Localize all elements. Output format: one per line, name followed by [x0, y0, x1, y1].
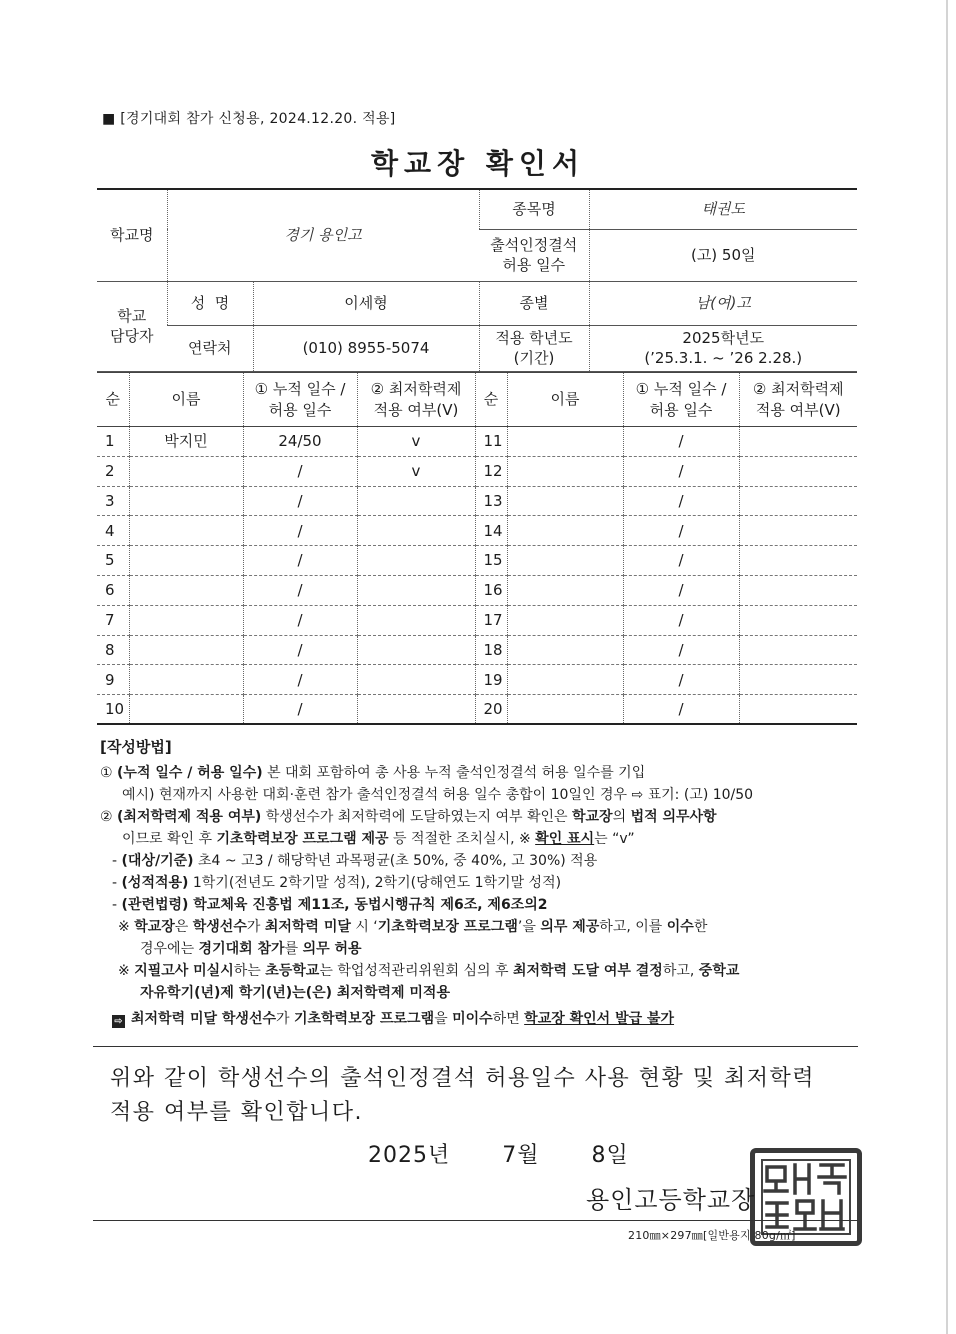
row-no: 1: [97, 427, 129, 457]
row-days: /: [243, 635, 357, 665]
text: 가: [276, 1011, 294, 1027]
row-no: 13: [475, 486, 507, 516]
row-name: [129, 486, 243, 516]
row-no: 18: [475, 635, 507, 665]
table-row: [97, 665, 857, 695]
row-name: [507, 456, 623, 486]
text: 는 학업성적관리위원회 심의 후: [319, 963, 513, 979]
row-days: /: [243, 605, 357, 635]
text: 시 ‘: [350, 919, 378, 935]
row-name: [507, 665, 623, 695]
method-line-3: [100, 806, 860, 828]
row-check: [739, 575, 857, 605]
header-days-line1: ① 누적 일수 /: [254, 380, 346, 399]
contact-value: (010) 8955-5074: [253, 325, 479, 371]
table-row: [97, 546, 857, 576]
roster-table: [97, 372, 857, 725]
school-year-value: [589, 325, 857, 371]
manager-label-line1: 학교: [117, 306, 147, 325]
row-days: /: [243, 575, 357, 605]
event-value: 태권도: [589, 189, 857, 229]
row-name: [507, 605, 623, 635]
row-no: 20: [475, 695, 507, 725]
row-days: /: [623, 575, 739, 605]
school-year-label: [479, 325, 589, 371]
header-days-line1: ① 누적 일수 /: [635, 380, 727, 399]
writing-method: [100, 736, 860, 1030]
header-min-line1: ② 최저학력제: [370, 380, 462, 399]
row-name: [129, 516, 243, 546]
text: 최저학력 미달 학생선수: [131, 1011, 276, 1027]
row-check: [739, 665, 857, 695]
header-name: 이름: [507, 373, 623, 427]
text: 을: [434, 1011, 453, 1027]
text: 지필고사 미실시: [134, 963, 234, 979]
row-check: [357, 635, 475, 665]
row-days: /: [623, 516, 739, 546]
row-check: [357, 546, 475, 576]
header-min-line2: 적용 여부(V): [373, 400, 459, 419]
allowed-days-value: (고) 50일: [589, 229, 857, 281]
divider: [93, 1046, 858, 1047]
row-days: /: [243, 486, 357, 516]
row-no: 9: [97, 665, 129, 695]
confirmation-line-1: 위와 같이 학생선수의 출석인정결석 허용일수 사용 현황 및 최저학력: [110, 1066, 816, 1091]
header-days: [243, 373, 357, 427]
school-value: 경기 용인고: [167, 189, 479, 281]
text: 이므로 확인 후: [122, 831, 217, 847]
text: 학교장: [134, 919, 175, 935]
text: 하면: [492, 1011, 525, 1027]
table-row: [97, 605, 857, 635]
gender-label: 종별: [479, 281, 589, 325]
header-min-line2: 적용 여부(V): [755, 400, 841, 419]
roster-body: [97, 427, 857, 725]
text: 최저학력 도달 여부 결정: [512, 963, 663, 979]
row-days: /: [243, 456, 357, 486]
row-days: /: [243, 516, 357, 546]
roster-header-row: [97, 373, 857, 427]
text: ※: [118, 963, 135, 979]
text: 경우에는: [140, 941, 199, 957]
text: 가: [246, 919, 265, 935]
row-name: [507, 635, 623, 665]
row-check: [739, 456, 857, 486]
text: 는 “v”: [594, 831, 635, 847]
row-name: [507, 516, 623, 546]
row-name: [507, 427, 623, 457]
manager-name-label: 성 명: [167, 281, 253, 325]
row-check: v: [357, 456, 475, 486]
row-check: [739, 605, 857, 635]
row-days: 24/50: [243, 427, 357, 457]
row-check: [357, 665, 475, 695]
row-days: /: [623, 695, 739, 725]
text: 학생선수: [192, 919, 247, 935]
row-no: 17: [475, 605, 507, 635]
text: -: [112, 853, 122, 869]
row-days: /: [623, 605, 739, 635]
row-name: [129, 456, 243, 486]
row-no: 8: [97, 635, 129, 665]
row-no: 10: [97, 695, 129, 725]
row-no: 15: [475, 546, 507, 576]
method-line-5: [100, 850, 860, 872]
text: ②: [100, 809, 118, 825]
row-no: 12: [475, 456, 507, 486]
row-check: v: [357, 427, 475, 457]
row-name: 박지민: [129, 427, 243, 457]
header-days: [623, 373, 739, 427]
method-line-4: [100, 828, 860, 850]
row-days: /: [623, 665, 739, 695]
row-days: /: [623, 427, 739, 457]
row-no: 19: [475, 665, 507, 695]
arrow-box-icon: ⇨: [112, 1015, 125, 1028]
row-no: 7: [97, 605, 129, 635]
row-check: [739, 546, 857, 576]
manager-label-line2: 담당자: [110, 327, 154, 345]
row-days: /: [243, 546, 357, 576]
header-min: [357, 373, 475, 427]
text: 등 적절한 조치실시, ※: [388, 831, 536, 847]
text: 미이수: [452, 1011, 493, 1027]
text: 를: [284, 941, 303, 957]
row-no: 11: [475, 427, 507, 457]
text: (누적 일수 / 허용 일수): [117, 765, 263, 781]
row-check: [357, 575, 475, 605]
text: -: [112, 897, 122, 913]
method-line-11: [100, 982, 860, 1004]
row-no: 14: [475, 516, 507, 546]
row-name: [129, 605, 243, 635]
header-days-line2: 허용 일수: [268, 400, 332, 419]
row-check: [357, 516, 475, 546]
text: 한: [693, 919, 708, 935]
text: 의무 허용: [302, 941, 362, 957]
paper-size-note: 210㎜×297㎜[일반용지 80g/㎡]: [628, 1229, 796, 1242]
allowed-days-label-line1: 출석인정결석: [490, 235, 578, 254]
row-check: [739, 695, 857, 725]
row-name: [507, 486, 623, 516]
event-label: 종목명: [479, 189, 589, 229]
table-row: [97, 695, 857, 725]
header-name: 이름: [129, 373, 243, 427]
table-row: [97, 427, 857, 457]
text: 학교장 확인서 발급 불가: [524, 1011, 675, 1027]
issue-date: 2025년 7월 8일: [368, 1143, 629, 1168]
header-note: ■ [경기대회 참가 신청용, 2024.12.20. 적용]: [102, 111, 396, 127]
school-year-label-line1: 적용 학년도: [495, 328, 573, 347]
text: 초4 ~ 고3 / 해당학년 과목평균(초 50%, 중 40%, 고 30%) 적용: [193, 853, 598, 869]
confirmation-text: [110, 1062, 850, 1130]
text: (성적적용): [121, 875, 189, 891]
row-no: 4: [97, 516, 129, 546]
text: ①: [100, 765, 118, 781]
text: 학생선수가 최저학력에 도달하였는지 여부 확인은: [261, 809, 572, 825]
text: 의무 제공: [540, 919, 600, 935]
text: -: [112, 875, 122, 891]
allowed-days-label: [479, 229, 589, 281]
method-line-6: [100, 872, 860, 894]
confirmation-line-2: 적용 여부를 확인합니다.: [110, 1100, 364, 1125]
bottom-divider: [93, 1220, 858, 1221]
row-days: /: [623, 486, 739, 516]
row-name: [507, 575, 623, 605]
page-title: 학교장 확인서: [370, 147, 586, 180]
row-name: [507, 546, 623, 576]
info-table: [97, 188, 857, 372]
text: 은: [174, 919, 193, 935]
method-line-7: [100, 894, 860, 916]
method-line-1: [100, 762, 860, 784]
text: 의: [612, 809, 631, 825]
method-line-8: [100, 916, 860, 938]
text: 하고, 이를: [599, 919, 667, 935]
text: 중학교: [698, 963, 740, 979]
method-line-9: [100, 938, 860, 960]
text: 최저학력 미달: [264, 919, 351, 935]
method-line-2: 예시) 현재까지 사용한 대회·훈련 참가 출석인정결석 허용 일수 총합이 10일인 경우 ⇨ 표기: (고) 10/50: [122, 787, 754, 803]
header-min-line1: ② 최저학력제: [752, 380, 844, 399]
row-no: 6: [97, 575, 129, 605]
manager-name-value: 이세형: [253, 281, 479, 325]
manager-label: [97, 281, 167, 371]
row-check: [357, 486, 475, 516]
text: 초등학교: [265, 963, 320, 979]
row-check: [357, 605, 475, 635]
text: 법적 의무사항: [630, 809, 717, 825]
text: (최저학력제 적용 여부): [117, 809, 262, 825]
row-name: [129, 635, 243, 665]
warning-line: [100, 1008, 860, 1030]
row-days: /: [243, 695, 357, 725]
row-name: [129, 665, 243, 695]
text: 학교장: [572, 809, 613, 825]
principal-name: 용인고등학교장: [586, 1186, 756, 1214]
header-min: [739, 373, 857, 427]
table-row: [97, 516, 857, 546]
row-no: 2: [97, 456, 129, 486]
text: ’을: [517, 919, 541, 935]
row-name: [129, 575, 243, 605]
header-no: 순: [475, 373, 507, 427]
text: ※: [118, 919, 135, 935]
row-days: /: [623, 456, 739, 486]
method-title: [작성방법]: [100, 738, 172, 756]
text: 기초학력보장 프로그램: [377, 919, 518, 935]
row-name: [129, 546, 243, 576]
table-row: [97, 456, 857, 486]
gender-value: 남(여)고: [589, 281, 857, 325]
text: 경기대회 참가: [198, 941, 285, 957]
text: 확인 표시: [535, 831, 595, 847]
row-days: /: [623, 635, 739, 665]
school-year-value-line1: 2025학년도: [682, 328, 765, 347]
text: 기초학력보장 프로그램 제공: [216, 831, 389, 847]
row-days: /: [623, 546, 739, 576]
text: 하고,: [662, 963, 699, 979]
row-check: [739, 486, 857, 516]
header-days-line2: 허용 일수: [649, 400, 713, 419]
text: 1학기(전년도 2학기말 성적), 2학기(당해연도 1학기말 성적): [188, 875, 562, 891]
row-check: [739, 427, 857, 457]
row-check: [739, 635, 857, 665]
row-no: 16: [475, 575, 507, 605]
row-name: [507, 695, 623, 725]
row-name: [129, 695, 243, 725]
contact-label: 연락처: [167, 325, 253, 371]
text: 하는: [233, 963, 266, 979]
text: 이수: [666, 919, 694, 935]
text: 기초학력보장 프로그램: [293, 1011, 435, 1027]
school-year-label-line2: (기간): [513, 349, 555, 367]
allowed-days-label-line2: 허용 일수: [502, 256, 566, 274]
table-row: [97, 635, 857, 665]
row-no: 5: [97, 546, 129, 576]
table-row: [97, 486, 857, 516]
row-days: /: [243, 665, 357, 695]
school-label: 학교명: [97, 189, 167, 281]
text: (대상/기준): [121, 853, 194, 869]
text: 자유학기(년)제 학기(년)는(은) 최저학력제 미적용: [140, 985, 450, 1001]
row-check: [739, 516, 857, 546]
school-year-value-line2: (’25.3.1. ~ ’26 2.28.): [644, 349, 803, 367]
row-no: 3: [97, 486, 129, 516]
text: 본 대회 포함하여 총 사용 누적 출석인정결석 허용 일수를 기입: [262, 765, 646, 781]
method-line-10: [100, 960, 860, 982]
text: (관련법령) 학교체육 진흥법 제11조, 동법시행규칙 제6조, 제6조의2: [121, 897, 548, 913]
row-check: [357, 695, 475, 725]
table-row: [97, 575, 857, 605]
header-no: 순: [97, 373, 129, 427]
